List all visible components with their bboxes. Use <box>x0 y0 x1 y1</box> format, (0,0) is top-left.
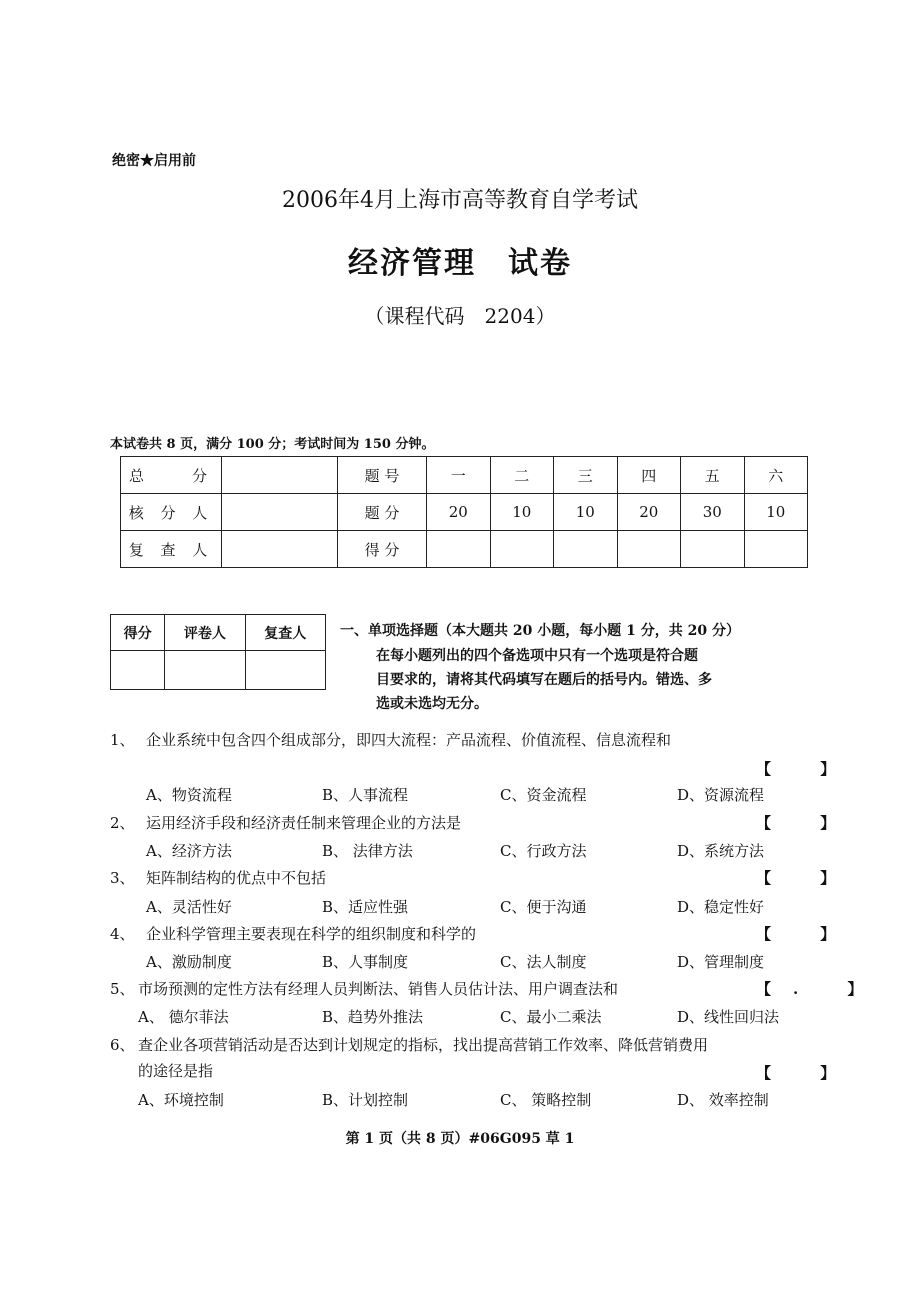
option-d: D、资源流程 <box>677 786 765 804</box>
got-score-cell <box>490 531 554 568</box>
question-no-cell: 一 <box>427 457 491 494</box>
grader-label: 评卷人 <box>165 615 245 651</box>
option-a: A、物资流程 <box>146 786 232 804</box>
confidential-mark: 绝密★启用前 <box>112 153 196 169</box>
grader-score-label: 得分 <box>111 615 165 651</box>
question-text: 矩阵制结构的优点中不包括 <box>146 869 327 887</box>
question-text-continued: 的途径是指 <box>138 1062 214 1080</box>
question-score-label: 题 分 <box>338 494 427 531</box>
grader-cell <box>165 651 245 690</box>
total-score-cell <box>222 457 338 494</box>
question-score-cell: 30 <box>681 494 745 531</box>
option-b: B、人事流程 <box>322 786 409 804</box>
score-summary-table <box>120 456 808 568</box>
question-number: 2、 <box>110 814 135 832</box>
question-score-cell: 20 <box>427 494 491 531</box>
option-c: C、便于沟通 <box>500 898 587 916</box>
reviewer-cell <box>222 531 338 568</box>
got-score-cell <box>554 531 618 568</box>
got-score-cell <box>744 531 808 568</box>
checker-label: 核 分 人 <box>121 494 222 531</box>
option-b: B、适应性强 <box>322 898 409 916</box>
reviewer-label: 复 查 人 <box>121 531 222 568</box>
exam-notice: 本试卷共 8 页，满分 100 分；考试时间为 150 分钟。 <box>110 437 435 452</box>
question-number: 5、 <box>110 980 135 998</box>
option-d: D、 效率控制 <box>677 1091 769 1109</box>
option-c: C、资金流程 <box>500 786 587 804</box>
answer-bracket[interactable]: 【 】 <box>756 814 858 832</box>
question-score-cell: 10 <box>744 494 808 531</box>
question-no-cell: 二 <box>490 457 554 494</box>
question-score-cell: 20 <box>617 494 681 531</box>
question-no-label: 题 号 <box>338 457 427 494</box>
section-instruction: 选或未选均无分。 <box>376 696 488 712</box>
question-no-cell: 三 <box>554 457 618 494</box>
got-score-label: 得 分 <box>338 531 427 568</box>
option-c: C、 策略控制 <box>500 1091 592 1109</box>
question-text: 企业系统中包含四个组成部分，即四大流程：产品流程、价值流程、信息流程和 <box>146 731 672 749</box>
question-text: 运用经济手段和经济责任制来管理企业的方法是 <box>146 814 462 832</box>
option-a: A、灵活性好 <box>146 898 232 916</box>
question-number: 1、 <box>110 731 135 749</box>
answer-bracket[interactable]: 【 】 <box>756 869 858 887</box>
option-c: C、法人制度 <box>500 953 587 971</box>
answer-bracket[interactable]: 【 】 <box>756 925 858 943</box>
answer-bracket[interactable]: 【. 】 <box>756 980 885 998</box>
page-footer: 第 1 页（共 8 页）#06G095 草 1 <box>345 1131 575 1147</box>
question-number: 3、 <box>110 869 135 887</box>
section-instruction: 目要求的，请将其代码填写在题后的括号内。错选、多 <box>376 672 712 688</box>
question-text: 查企业各项营销活动是否达到计划规定的指标，找出提高营销工作效率、降低营销费用 <box>138 1036 709 1054</box>
option-d: D、线性回归法 <box>677 1008 780 1026</box>
exam-title: 2006年4月上海市高等教育自学考试 <box>282 188 638 213</box>
got-score-cell <box>681 531 745 568</box>
grader-table <box>110 614 326 690</box>
question-number: 4、 <box>110 925 135 943</box>
got-score-cell <box>617 531 681 568</box>
option-d: D、管理制度 <box>677 953 765 971</box>
option-a: A、环境控制 <box>138 1091 224 1109</box>
question-number: 6、 <box>110 1036 135 1054</box>
question-no-cell: 六 <box>744 457 808 494</box>
course-code: （课程代码 2204） <box>364 304 556 328</box>
option-a: A、经济方法 <box>146 842 232 860</box>
option-b: B、趋势外推法 <box>322 1008 424 1026</box>
question-score-cell: 10 <box>554 494 618 531</box>
grader-score-cell <box>111 651 165 690</box>
got-score-cell <box>427 531 491 568</box>
question-score-cell: 10 <box>490 494 554 531</box>
question-text: 市场预测的定性方法有经理人员判断法、销售人员估计法、用户调查法和 <box>138 980 619 998</box>
section-heading: 一、单项选择题（本大题共 20 小题，每小题 1 分，共 20 分） <box>340 623 740 639</box>
answer-bracket[interactable]: 【 】 <box>756 760 858 778</box>
option-a: A、 德尔菲法 <box>138 1008 229 1026</box>
option-d: D、系统方法 <box>677 842 765 860</box>
option-b: B、人事制度 <box>322 953 409 971</box>
question-text: 企业科学管理主要表现在科学的组织制度和科学的 <box>146 925 477 943</box>
answer-bracket[interactable]: 【 】 <box>756 1064 858 1082</box>
option-b: B、 法律方法 <box>322 842 413 860</box>
total-score-label: 总 分 <box>121 457 222 494</box>
question-no-cell: 四 <box>617 457 681 494</box>
question-no-cell: 五 <box>681 457 745 494</box>
checker-cell <box>222 494 338 531</box>
grader-reviewer-cell <box>245 651 325 690</box>
option-c: C、最小二乘法 <box>500 1008 602 1026</box>
option-b: B、计划控制 <box>322 1091 409 1109</box>
option-a: A、激励制度 <box>146 953 232 971</box>
option-c: C、行政方法 <box>500 842 587 860</box>
grader-reviewer-label: 复查人 <box>245 615 325 651</box>
subject-title: 经济管理 试卷 <box>348 246 572 281</box>
section-instruction: 在每小题列出的四个备选项中只有一个选项是符合题 <box>376 648 698 664</box>
option-d: D、稳定性好 <box>677 898 765 916</box>
